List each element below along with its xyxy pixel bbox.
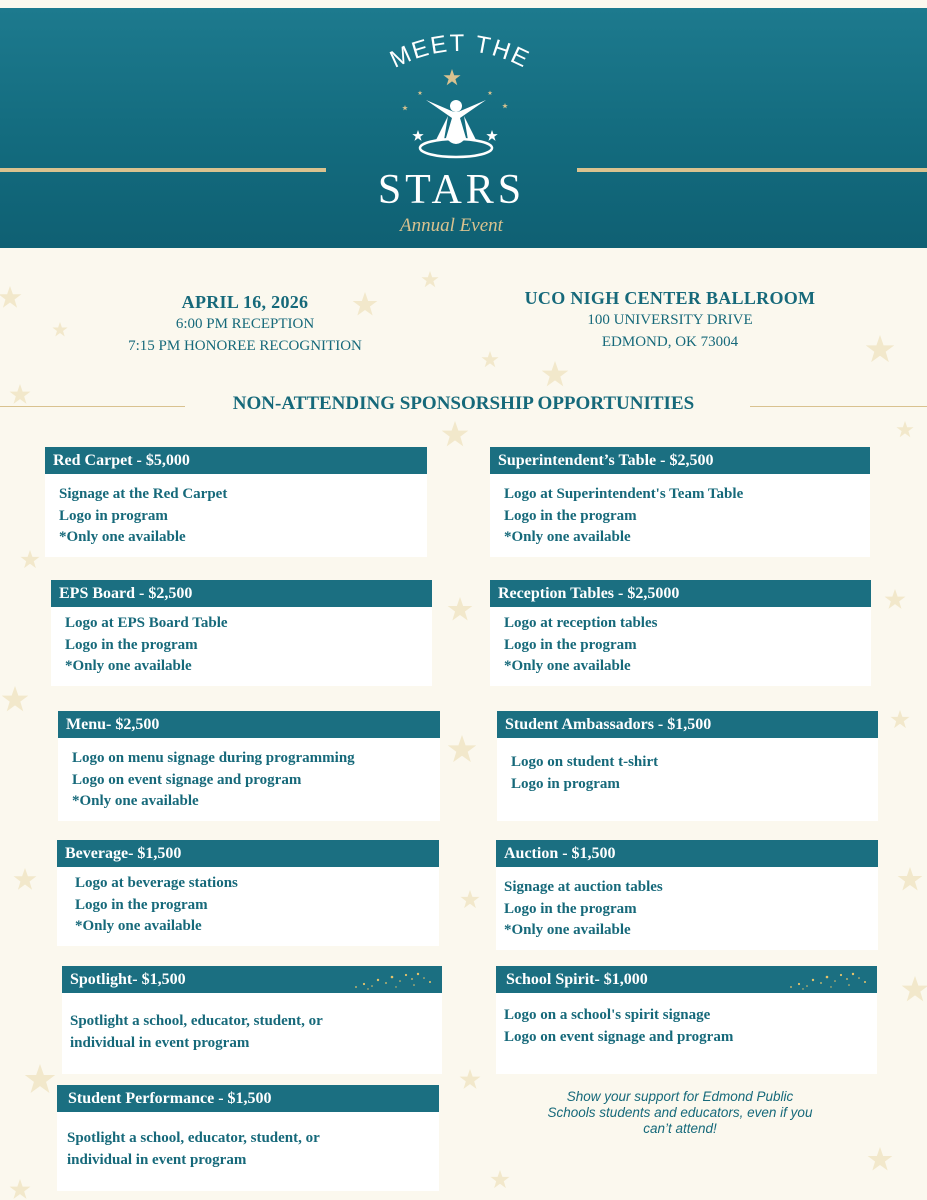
sponsor-benefit: Spotlight a school, educator, student, or	[70, 1013, 323, 1029]
sponsor-benefit: *Only one available	[504, 922, 631, 938]
sponsor-card-title: Menu- $2,500	[58, 711, 440, 738]
sponsor-benefit: Logo at beverage stations	[75, 875, 238, 891]
sponsor-benefit: Logo on a school's spirit signage	[504, 1007, 711, 1023]
sponsor-benefit: Logo at reception tables	[504, 615, 658, 631]
sponsor-benefit: *Only one available	[504, 658, 631, 674]
sponsor-card-title: Auction - $1,500	[496, 840, 878, 867]
support-tagline: Show your support for Edmond Public Schools students and educators, even if you can’t attend!	[547, 1089, 813, 1136]
sponsor-card-auction	[496, 840, 878, 950]
sponsor-benefit: *Only one available	[504, 529, 631, 545]
sponsor-card-superintendents-table	[490, 447, 870, 557]
sponsor-benefit: Logo in the program	[65, 636, 198, 653]
sponsor-card-title: Red Carpet - $5,000	[45, 447, 427, 474]
sponsor-card-title: Spotlight- $1,500	[62, 966, 442, 993]
sponsor-benefit: Logo in the program	[75, 896, 208, 913]
venue-address-line-2: EDMOND, OK 73004	[601, 334, 739, 350]
event-venue-block	[495, 288, 845, 353]
logo-stars-word: STARS	[377, 167, 526, 213]
sponsor-benefit: Logo in the program	[504, 507, 637, 524]
sparkle-icon	[783, 969, 871, 991]
event-recognition-time: 7:15 PM HONOREE RECOGNITION	[128, 338, 362, 354]
event-reception-time: 6:00 PM RECEPTION	[175, 316, 315, 332]
sponsor-benefit: Logo at EPS Board Table	[65, 615, 228, 631]
sponsor-benefit: Logo on student t-shirt	[511, 754, 659, 770]
sponsor-benefit: Signage at the Red Carpet	[59, 486, 228, 502]
sponsor-benefit: Logo in program	[59, 507, 168, 524]
sponsor-benefit: *Only one available	[75, 918, 202, 934]
venue-name: UCO NIGH CENTER BALLROOM	[524, 288, 816, 308]
sponsor-card-title: Reception Tables - $2,5000	[490, 580, 871, 607]
sponsor-card-school-spirit	[496, 966, 877, 1074]
sponsor-card-eps-board	[51, 580, 432, 686]
sponsor-card-title: Beverage- $1,500	[57, 840, 439, 867]
sponsor-benefit: individual in event program	[67, 1151, 247, 1168]
sponsor-card-beverage	[57, 840, 439, 946]
sponsor-benefit: Logo on menu signage during programming	[72, 750, 355, 766]
sponsor-benefit: Spotlight a school, educator, student, or	[67, 1130, 320, 1146]
sponsor-card-student-ambassadors	[497, 711, 878, 821]
sponsor-benefit: Signage at auction tables	[504, 879, 663, 895]
sponsor-benefit: Logo at Superintendent's Team Table	[504, 486, 744, 502]
sponsor-card-spotlight	[62, 966, 442, 1074]
sponsor-benefit: Logo in the program	[504, 900, 637, 917]
sponsor-benefit: Logo in program	[511, 775, 620, 792]
sponsor-benefit: Logo in the program	[504, 636, 637, 653]
sparkle-icon	[348, 969, 436, 991]
sponsor-benefit: individual in event program	[70, 1034, 250, 1051]
section-title: NON-ATTENDING SPONSORSHIP OPPORTUNITIES	[232, 393, 695, 414]
header-banner	[0, 8, 927, 248]
sponsor-benefit: Logo on event signage and program	[72, 771, 302, 788]
event-date: APRIL 16, 2026	[181, 292, 309, 312]
logo-annual-event: Annual Event	[400, 215, 503, 236]
sponsor-card-title: School Spirit- $1,000	[496, 966, 877, 993]
sponsor-benefit: *Only one available	[65, 658, 192, 674]
sponsor-benefit: *Only one available	[72, 793, 199, 809]
sponsor-benefit: Logo on event signage and program	[504, 1028, 734, 1045]
sponsor-card-title: Student Ambassadors - $1,500	[497, 711, 878, 738]
sponsor-card-student-performance	[57, 1085, 439, 1191]
sponsor-card-title: Student Performance - $1,500	[57, 1085, 439, 1112]
venue-address-line-1: 100 UNIVERSITY DRIVE	[587, 312, 753, 328]
event-date-block	[100, 292, 390, 357]
sponsor-card-menu	[58, 711, 440, 821]
sponsor-benefit: *Only one available	[59, 529, 186, 545]
sponsor-card-red-carpet	[45, 447, 427, 557]
sponsor-card-title: EPS Board - $2,500	[51, 580, 432, 607]
sponsor-card-title: Superintendent’s Table - $2,500	[490, 447, 870, 474]
sponsor-card-reception-tables	[490, 580, 871, 686]
svg-text:MEET THE: MEET THE	[385, 29, 535, 74]
